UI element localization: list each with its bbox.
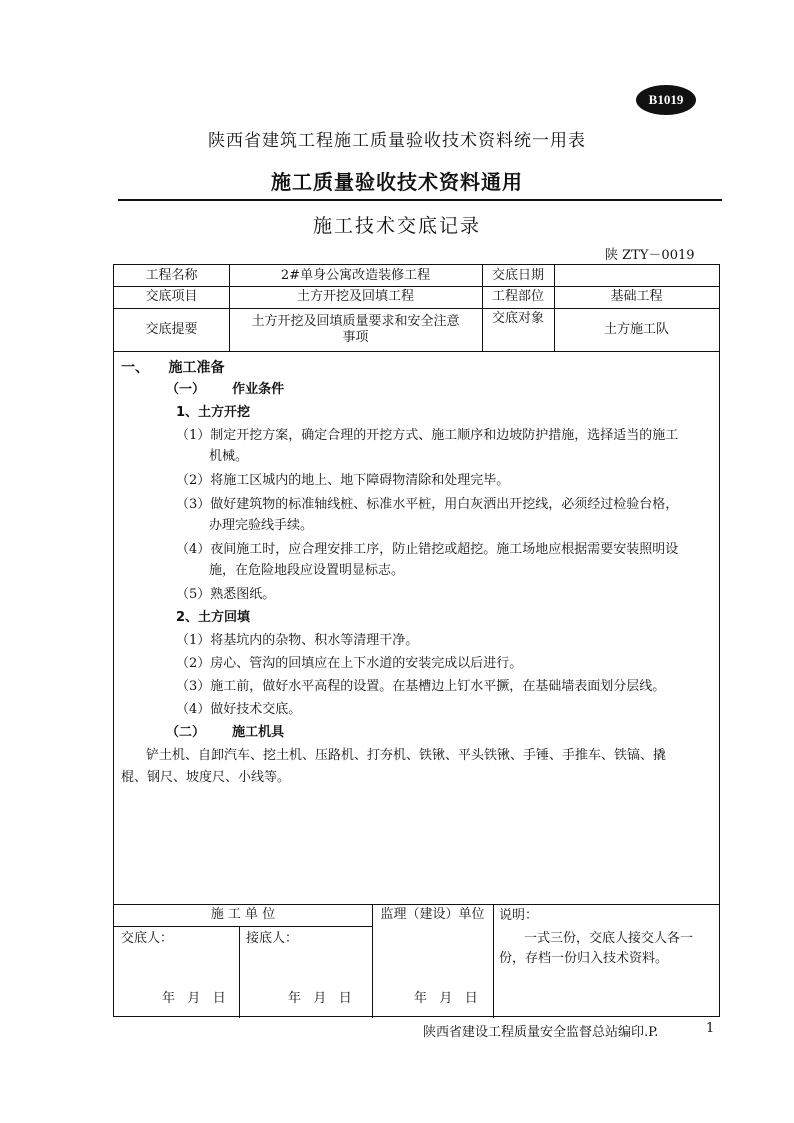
- list-item: （1）制定开挖方案，确定合理的开挖方式、施工顺序和边坡防护措施，选择适当的施工: [176, 428, 679, 443]
- list-item: （2）将施工区城内的地上、地下障碍物清除和处理完毕。: [176, 473, 510, 488]
- item-value: 土方开挖及回填工程: [296, 289, 414, 304]
- receiver-person-label: 接底人：: [246, 931, 299, 946]
- list-item: （4）夜间施工时，应合理安排工序，防止错挖或超挖。施工场地应根据需要安装照明设: [176, 542, 679, 557]
- note-text: 一式三份，交底人接交人各一: [524, 931, 694, 946]
- tools-list-continuation: 棍、钢尺、坡度尺、小线等。: [121, 770, 291, 785]
- project-name-label: 工程名称: [145, 267, 198, 283]
- subsection-heading: （一） 作业条件: [166, 382, 285, 397]
- supervision-date: 年 月 日: [414, 991, 478, 1006]
- page-number: 1: [706, 1021, 715, 1036]
- form-code-badge: B1019: [636, 85, 696, 115]
- supervision-unit-label: 监理（建设）单位: [380, 907, 485, 922]
- summary-value-line: 事项: [342, 329, 369, 345]
- row-divider: [114, 926, 372, 927]
- subsection-heading: （二） 施工机具: [166, 725, 285, 740]
- row-divider: [114, 351, 719, 352]
- section-heading: 一、 施工准备: [121, 360, 225, 376]
- list-item: （3）施工前，做好水平高程的设置。在基槽边上钉水平撅，在基础墙表面划分层线。: [176, 679, 666, 694]
- receiver-date: 年 月 日: [288, 991, 352, 1006]
- summary-label: 交底提要: [145, 321, 198, 337]
- form-table: [113, 264, 720, 1017]
- list-item: （1）将基坑内的杂物、积水等清理干净。: [176, 633, 419, 648]
- page-title: 施工技术交底记录: [312, 215, 481, 237]
- list-item-continuation: 施，在危险地段应设置明显标志。: [209, 563, 405, 578]
- document-category-title: 施工质量验收技术资料通用: [271, 170, 523, 194]
- list-item-continuation: 机械。: [209, 449, 249, 464]
- part-label: 工程部位: [491, 289, 544, 304]
- date-label: 交底日期: [491, 267, 544, 283]
- part-value: 基础工程: [610, 289, 663, 304]
- topic-heading: 1、土方开挖: [176, 405, 251, 420]
- footer-publisher: 陕西省建设工程质量安全监督总站编印.P.: [423, 1025, 659, 1040]
- item-label: 交底项目: [145, 289, 198, 304]
- list-item: （4）做好技术交底。: [176, 702, 302, 717]
- title-divider: [118, 199, 722, 201]
- handover-date: 年 月 日: [162, 991, 226, 1006]
- document-series-title: 陕西省建筑工程施工质量验收技术资料统一用表: [208, 131, 586, 151]
- list-item: （2）房心、管沟的回填应在上下水道的安装完成以后进行。: [176, 656, 523, 671]
- target-value: 土方施工队: [603, 321, 669, 337]
- note-text-continuation: 份，存档一份归入技术资料。: [499, 951, 669, 966]
- column-divider: [493, 904, 494, 1018]
- project-name-value: 2#单身公寓改造装修工程: [280, 267, 431, 283]
- target-label: 交底对象: [491, 311, 544, 326]
- document-number: 陕 ZTY－0019: [605, 248, 695, 263]
- note-label: 说明：: [499, 908, 539, 923]
- tools-list: 铲土机、自卸汽车、挖土机、压路机、打夯机、铁锹、平头铁锹、手锤、手推车、铁镐、撬: [146, 748, 667, 763]
- summary-value: [229, 308, 482, 351]
- list-item: （3）做好建筑物的标准轴线桩、标准水平桩，用白灰洒出开挖线，必须经过检验台格，: [176, 497, 679, 512]
- list-item-continuation: 办理完验线手续。: [209, 518, 314, 533]
- column-divider: [239, 926, 240, 1018]
- list-item: （5）熟悉图纸。: [176, 587, 276, 602]
- date-value: [554, 265, 719, 286]
- handover-person-label: 交底人：: [121, 931, 174, 946]
- topic-heading: 2、土方回填: [176, 610, 251, 625]
- construction-unit-label: 施 工 单 位: [210, 907, 276, 922]
- summary-value-line: 土方开挖及回填质量要求和安全注意: [251, 313, 460, 329]
